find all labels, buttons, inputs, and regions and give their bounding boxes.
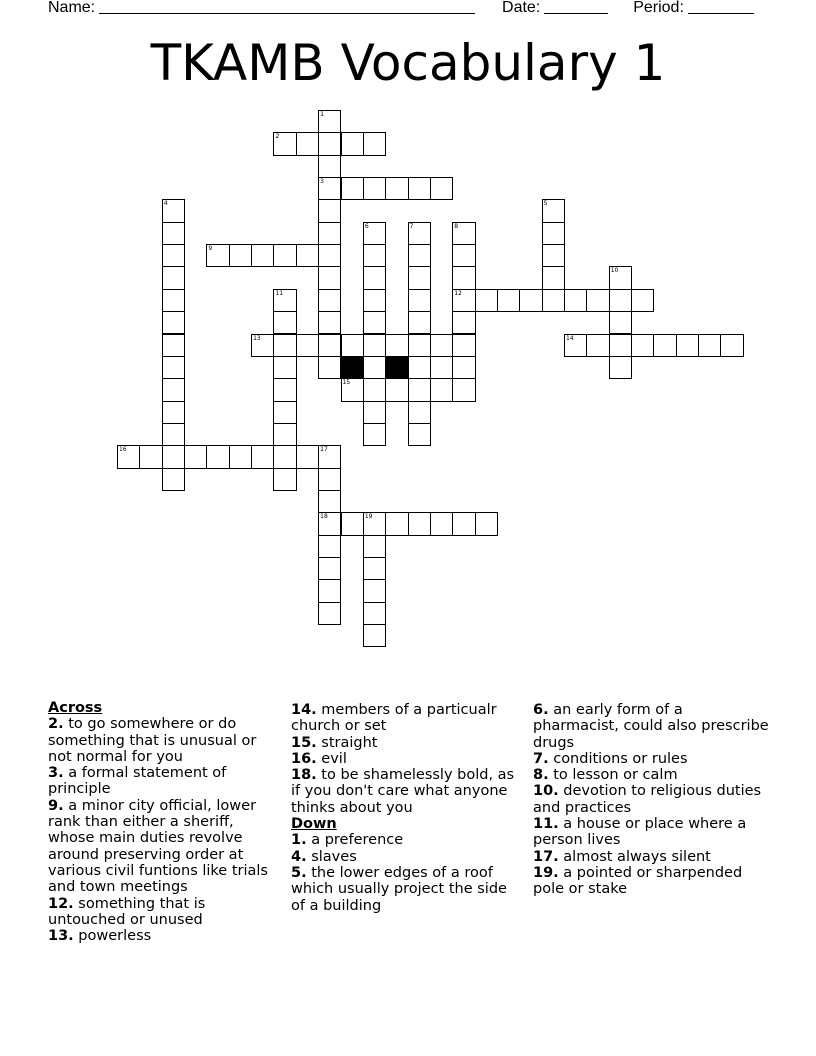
crossword-cell[interactable] xyxy=(408,512,431,535)
crossword-cell[interactable] xyxy=(475,289,498,312)
crossword-cell[interactable] xyxy=(497,289,520,312)
crossword-cell[interactable] xyxy=(363,356,386,379)
cell-number: 18 xyxy=(320,513,328,521)
crossword-cell[interactable] xyxy=(318,244,341,267)
crossword-cell[interactable] xyxy=(430,334,453,357)
clue-across-14: 14. members of a particualr church or set xyxy=(291,702,497,735)
crossword-cell[interactable] xyxy=(385,334,408,357)
crossword-cell[interactable] xyxy=(296,445,319,468)
crossword-cell[interactable] xyxy=(206,244,229,267)
cell-number: 14 xyxy=(566,334,574,342)
crossword-cell[interactable] xyxy=(273,401,296,424)
black-cell xyxy=(385,356,408,379)
crossword-cell[interactable] xyxy=(564,334,587,357)
crossword-cell[interactable] xyxy=(363,579,386,602)
period-label: Period: xyxy=(633,0,684,16)
crossword-cell[interactable] xyxy=(363,177,386,200)
clue-across-3: 3. a formal statement of principle xyxy=(48,765,227,798)
crossword-cell[interactable] xyxy=(318,266,341,289)
crossword-cell[interactable] xyxy=(273,378,296,401)
crossword-cell[interactable] xyxy=(229,244,252,267)
crossword-cell[interactable] xyxy=(318,445,341,468)
crossword-cell[interactable] xyxy=(162,378,185,401)
crossword-cell[interactable] xyxy=(363,535,386,558)
crossword-cell[interactable] xyxy=(542,266,565,289)
clue-across-2: 2. to go somewhere or do something that is unusual or not normal for you xyxy=(48,716,257,765)
crossword-cell[interactable] xyxy=(363,423,386,446)
clues-column-1 xyxy=(48,700,283,944)
clue-down-8: 8. to lesson or calm xyxy=(533,767,678,784)
clue-across-9: 9. a minor city official, lower rank than either a sheriff, whose main duties revolve around preserving order at various civil funtions like trials and town meetings xyxy=(48,797,268,896)
crossword-cell[interactable] xyxy=(139,445,162,468)
crossword-cell[interactable] xyxy=(408,311,431,334)
crossword-cell[interactable] xyxy=(273,289,296,312)
crossword-cell[interactable] xyxy=(609,311,632,334)
cell-number: 11 xyxy=(275,289,284,297)
date-label: Date: xyxy=(502,0,541,16)
crossword-cell[interactable] xyxy=(273,356,296,379)
cell-number: 3 xyxy=(320,178,324,186)
crossword-cell[interactable] xyxy=(363,132,386,155)
crossword-cell[interactable] xyxy=(318,222,341,245)
clue-across-16: 16. evil xyxy=(291,750,347,767)
crossword-cell[interactable] xyxy=(341,177,364,200)
crossword-cell[interactable] xyxy=(184,445,207,468)
crossword-cell[interactable] xyxy=(698,334,721,357)
crossword-cell[interactable] xyxy=(296,244,319,267)
crossword-cell[interactable] xyxy=(542,289,565,312)
crossword-cell[interactable] xyxy=(586,334,609,357)
crossword-cell[interactable] xyxy=(296,334,319,357)
clue-across-15: 15. straight xyxy=(291,734,378,751)
crossword-cell[interactable] xyxy=(363,266,386,289)
crossword-cell[interactable] xyxy=(206,445,229,468)
crossword-cell[interactable] xyxy=(318,356,341,379)
crossword-cell[interactable] xyxy=(251,445,274,468)
clue-across-12: 12. something that is untouched or unused xyxy=(48,895,206,928)
clue-down-4: 4. slaves xyxy=(291,848,357,865)
page-title: TKAMB Vocabulary 1 xyxy=(150,34,666,92)
crossword-cell[interactable] xyxy=(452,334,475,357)
cell-number: 8 xyxy=(454,222,459,230)
crossword-cell[interactable] xyxy=(408,356,431,379)
crossword-cell[interactable] xyxy=(273,244,296,267)
crossword-cell[interactable] xyxy=(162,311,185,334)
clue-across-18: 18. to be shamelessly bold, as if you don't care what anyone thinks about you xyxy=(291,767,515,816)
crossword-cell[interactable] xyxy=(318,490,341,513)
crossword-cell[interactable] xyxy=(430,512,453,535)
cell-number: 19 xyxy=(364,513,373,521)
crossword-cell[interactable] xyxy=(653,334,676,357)
cell-number: 2 xyxy=(275,133,280,141)
clue-across-13: 13. powerless xyxy=(48,928,152,945)
crossword-cell[interactable] xyxy=(452,512,475,535)
crossword-cell[interactable] xyxy=(475,512,498,535)
crossword-cell[interactable] xyxy=(676,334,699,357)
crossword-cell[interactable] xyxy=(452,289,475,312)
crossword-cell[interactable] xyxy=(609,266,632,289)
crossword-cell[interactable] xyxy=(430,378,453,401)
crossword-cell[interactable] xyxy=(542,244,565,267)
cell-number: 17 xyxy=(320,446,328,454)
across-heading: Across xyxy=(48,700,103,716)
crossword-cell[interactable] xyxy=(162,266,185,289)
crossword-cell[interactable] xyxy=(162,423,185,446)
crossword-cell[interactable] xyxy=(318,512,341,535)
crossword-cell[interactable] xyxy=(452,222,475,245)
crossword-cell[interactable] xyxy=(452,266,475,289)
clue-down-10: 10. devotion to religious duties and practices xyxy=(533,783,762,816)
crossword-cell[interactable] xyxy=(363,289,386,312)
crossword-cell[interactable] xyxy=(385,512,408,535)
crossword-cell[interactable] xyxy=(341,378,364,401)
clue-down-5: 5. the lower edges of a roof which usually project the side of a building xyxy=(291,864,507,914)
cell-number: 15 xyxy=(342,379,351,387)
crossword-cell[interactable] xyxy=(318,535,341,558)
crossword-cell[interactable] xyxy=(408,289,431,312)
crossword-cell[interactable] xyxy=(363,222,386,245)
crossword-cell[interactable] xyxy=(273,132,296,155)
crossword-cell[interactable] xyxy=(162,222,185,245)
crossword-cell[interactable] xyxy=(609,334,632,357)
crossword-cell[interactable] xyxy=(363,557,386,580)
crossword-cell[interactable] xyxy=(609,289,632,312)
crossword-cell[interactable] xyxy=(363,244,386,267)
crossword-cell[interactable] xyxy=(318,334,341,357)
crossword-cell[interactable] xyxy=(609,356,632,379)
crossword-cell[interactable] xyxy=(273,423,296,446)
crossword-cell[interactable] xyxy=(408,334,431,357)
crossword-cell[interactable] xyxy=(363,311,386,334)
crossword-cell[interactable] xyxy=(341,512,364,535)
cell-number: 13 xyxy=(253,334,261,342)
crossword-cell[interactable] xyxy=(162,468,185,491)
crossword-cell[interactable] xyxy=(251,244,274,267)
crossword-cell[interactable] xyxy=(452,244,475,267)
crossword-cell[interactable] xyxy=(318,311,341,334)
clue-down-11: 11. a house or place where a person lives xyxy=(533,816,747,849)
crossword-cell[interactable] xyxy=(363,512,386,535)
clue-down-17: 17. almost always silent xyxy=(533,848,711,865)
crossword-cell[interactable] xyxy=(452,311,475,334)
crossword-cell[interactable] xyxy=(586,289,609,312)
crossword-cell[interactable] xyxy=(229,445,252,468)
crossword-cell[interactable] xyxy=(720,334,743,357)
crossword-cell[interactable] xyxy=(452,378,475,401)
crossword-cell[interactable] xyxy=(341,334,364,357)
crossword-cell[interactable] xyxy=(408,177,431,200)
crossword-cell[interactable] xyxy=(318,289,341,312)
name-label: Name: xyxy=(48,0,96,16)
crossword-cell[interactable] xyxy=(318,579,341,602)
crossword-cell[interactable] xyxy=(452,356,475,379)
crossword-cell[interactable] xyxy=(162,356,185,379)
crossword-cell[interactable] xyxy=(542,222,565,245)
crossword-cell[interactable] xyxy=(408,401,431,424)
cell-number: 16 xyxy=(119,446,127,454)
crossword-cell[interactable] xyxy=(162,334,185,357)
black-cell xyxy=(341,356,364,379)
crossword-cell[interactable] xyxy=(385,378,408,401)
cell-number: 7 xyxy=(409,222,414,230)
down-heading: Down xyxy=(291,816,337,833)
crossword-cell[interactable] xyxy=(385,177,408,200)
crossword-cell[interactable] xyxy=(363,378,386,401)
crossword-cell[interactable] xyxy=(542,199,565,222)
clue-down-6: 6. an early form of a pharmacist, could also prescribe drugs xyxy=(533,702,769,751)
crossword-cell[interactable] xyxy=(273,445,296,468)
crossword-cell[interactable] xyxy=(408,266,431,289)
clue-down-19: 19. a pointed or sharpended pole or stake xyxy=(533,864,743,898)
crossword-cell[interactable] xyxy=(564,289,587,312)
crossword-cell[interactable] xyxy=(318,468,341,491)
crossword-cell[interactable] xyxy=(631,289,654,312)
crossword-cell[interactable] xyxy=(341,132,364,155)
crossword-cell[interactable] xyxy=(363,602,386,625)
crossword-cell[interactable] xyxy=(296,132,319,155)
crossword-cell[interactable] xyxy=(519,289,542,312)
clues-column-2 xyxy=(291,702,523,914)
clues-column-3 xyxy=(533,702,773,898)
cell-number: 9 xyxy=(208,245,213,253)
crossword-cell[interactable] xyxy=(273,334,296,357)
crossword-cell[interactable] xyxy=(162,199,185,222)
crossword-cell[interactable] xyxy=(318,177,341,200)
crossword-cell[interactable] xyxy=(430,177,453,200)
crossword-cell[interactable] xyxy=(408,244,431,267)
cell-number: 6 xyxy=(364,222,369,230)
crossword-cell[interactable] xyxy=(117,445,140,468)
crossword-cell[interactable] xyxy=(318,557,341,580)
crossword-cell[interactable] xyxy=(162,289,185,312)
crossword-cell[interactable] xyxy=(273,311,296,334)
crossword-cell[interactable] xyxy=(162,401,185,424)
cell-number: 1 xyxy=(320,111,324,118)
crossword-cell[interactable] xyxy=(318,132,341,155)
crossword-cell[interactable] xyxy=(318,602,341,625)
cell-number: 5 xyxy=(543,200,548,208)
cell-number: 4 xyxy=(163,200,168,208)
crossword-cell[interactable] xyxy=(363,334,386,357)
crossword-cell[interactable] xyxy=(363,401,386,424)
cell-number: 10 xyxy=(610,267,619,275)
crossword-cell[interactable] xyxy=(251,334,274,357)
crossword-cell[interactable] xyxy=(408,378,431,401)
crossword-cell[interactable] xyxy=(408,423,431,446)
crossword-cell[interactable] xyxy=(318,110,341,133)
clue-down-7: 7. conditions or rules xyxy=(533,750,688,767)
cell-number: 12 xyxy=(454,289,462,297)
crossword-cell[interactable] xyxy=(318,199,341,222)
crossword-cell[interactable] xyxy=(363,624,386,647)
crossword-cell[interactable] xyxy=(273,468,296,491)
crossword-cell[interactable] xyxy=(631,334,654,357)
crossword-cell[interactable] xyxy=(162,244,185,267)
clue-down-1: 1. a preference xyxy=(291,832,404,849)
crossword-cell[interactable] xyxy=(408,222,431,245)
crossword-cell[interactable] xyxy=(318,155,341,178)
crossword-cell[interactable] xyxy=(162,445,185,468)
